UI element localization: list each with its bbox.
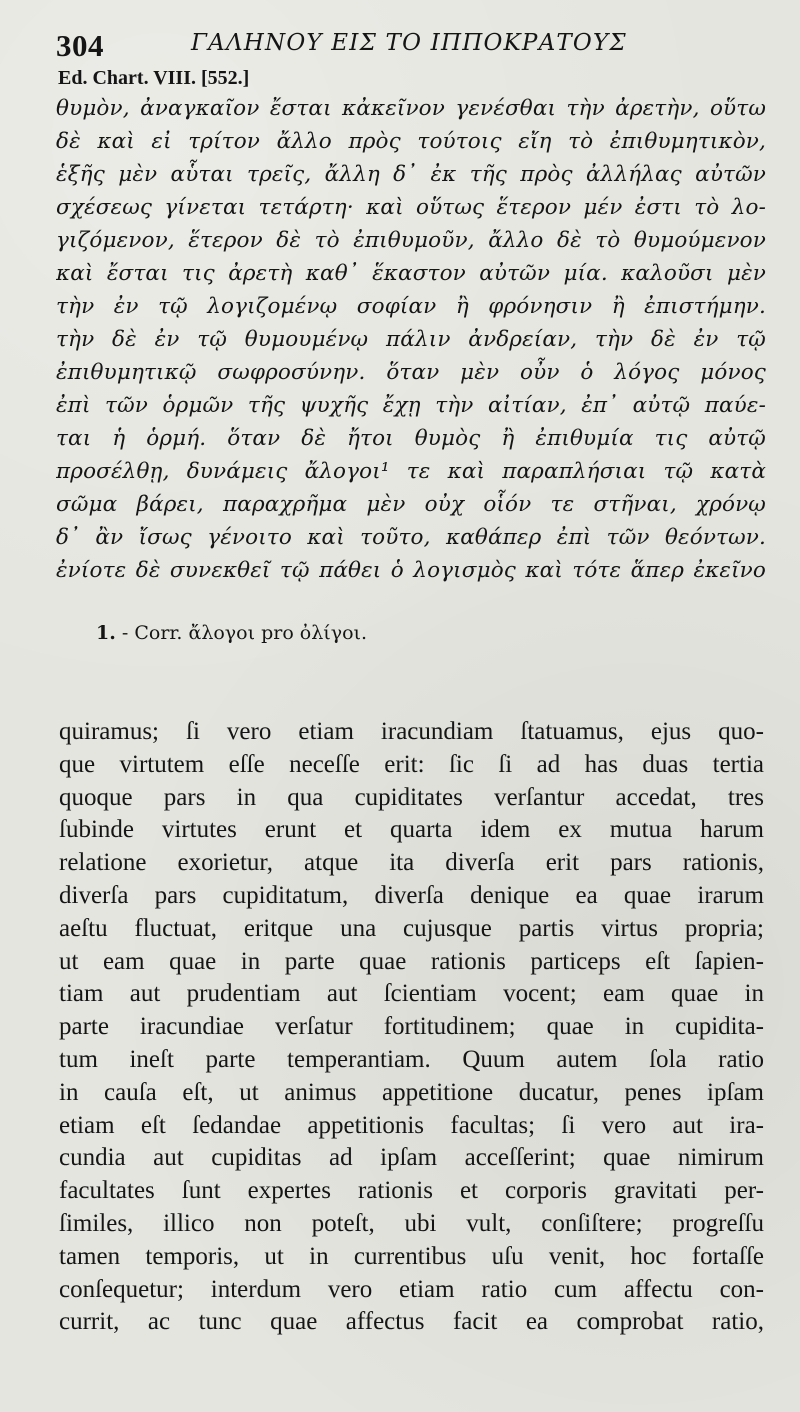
page-number: 304 — [56, 28, 104, 63]
latin-line: tamen temporis, ut in currentibus uſu venit, hoc fortaſſe — [59, 1242, 764, 1270]
latin-line: currit, ac tunc quae affectus facit ea comprobat ratio, — [59, 1308, 764, 1336]
footnote-label: 1. — [96, 622, 116, 644]
greek-line: σχέσεως γίνεται τετάρτη· καὶ οὕτως ἕτερον μέν ἐστι τὸ λο- — [56, 195, 766, 220]
greek-line: γιζόμενον, ἕτερον δὲ τὸ ἐπιθυμοῦν, ἄλλο δὲ τὸ θυμούμενον — [56, 228, 766, 253]
latin-line: tum ineſt parte temperantiam. Quum autem ſola ratio — [59, 1045, 764, 1073]
latin-text-block — [59, 716, 764, 1339]
greek-line: θυμὸν, ἀναγκαῖον ἔσται κἀκεῖνον γενέσθαι τὴν ἀρετὴν, οὕτω — [56, 96, 766, 121]
latin-line: conſequetur; interdum vero etiam ratio cum affectu con- — [59, 1275, 764, 1303]
greek-line: δὲ καὶ εἰ τρίτον ἄλλο πρὸς τούτοις εἴη τὸ ἐπιθυμητικὸν, — [56, 129, 766, 154]
latin-line: in cauſa eſt, ut animus appetitione ducatur, penes ipſam — [59, 1078, 764, 1106]
page-header — [56, 28, 766, 68]
greek-line: τὴν ἐν τῷ λογιζομένῳ σοφίαν ἢ φρόνησιν ἢ ἐπιστήμην. — [56, 294, 766, 319]
greek-line: ἐνίοτε δὲ συνεκθεῖ τῷ πάθει ὁ λογισμὸς καὶ τότε ἅπερ ἐκεῖνο — [56, 558, 766, 583]
edition-note: Ed. Chart. VIII. [552.] — [58, 67, 250, 89]
latin-line: cundia aut cupiditas ad ipſam acceſſerint; quae nimirum — [59, 1144, 764, 1172]
greek-line: σῶμα βάρει, παραχρῆμα μὲν οὐχ οἷόν τε στῆναι, χρόνῳ — [56, 492, 766, 517]
latin-line: diverſa pars cupiditatum, diverſa denique ea quae irarum — [59, 881, 764, 909]
greek-line: δ᾽ ἂν ἴσως γένοιτο καὶ τοῦτο, καθάπερ ἐπὶ τῶν θεόντων. — [56, 525, 766, 550]
footnote-text: - Corr. ἄλογοι pro ὀλίγοι. — [121, 622, 368, 644]
greek-line: προσέλθῃ, δυνάμεις ἄλογοι¹ τε καὶ παραπλήσιαι τῷ κατὰ — [56, 459, 766, 484]
latin-line: tiam aut prudentiam aut ſcientiam vocent; eam quae in — [59, 980, 764, 1008]
greek-text-block — [56, 92, 766, 587]
latin-line: ut eam quae in parte quae rationis particeps eſt ſapien- — [59, 947, 764, 975]
greek-line: ἐπιθυμητικῷ σωφροσύνην. ὅταν μὲν οὖν ὁ λόγος μόνος — [56, 360, 766, 385]
latin-line: ſimiles, illico non poteſt, ubi vult, conſiſtere; progreſſu — [59, 1209, 764, 1237]
footnote — [96, 622, 367, 644]
greek-line: τὴν δὲ ἐν τῷ θυμουμένῳ πάλιν ἀνδρείαν, τὴν δὲ ἐν τῷ — [56, 327, 766, 352]
latin-line: facultates ſunt expertes rationis et corporis gravitati per- — [59, 1177, 764, 1205]
greek-line: ἑξῆς μὲν αὗται τρεῖς, ἄλλη δ᾽ ἐκ τῆς πρὸς ἀλλήλας αὐτῶν — [56, 162, 766, 187]
latin-line: parte iracundiae verſatur fortitudinem; quae in cupidita- — [59, 1013, 764, 1041]
latin-line: relatione exorietur, atque ita diverſa erit pars rationis, — [59, 849, 764, 877]
latin-line: aeſtu fluctuat, eritque una cujusque partis virtus propria; — [59, 914, 764, 942]
latin-line: ſubinde virtutes erunt et quarta idem ex mutua harum — [59, 816, 764, 844]
running-title: ΓΑΛΗΝΟΥ ΕΙΣ ΤΟ ΙΠΠΟΚΡΑΤΟΥΣ — [191, 30, 627, 56]
greek-line: ἐπὶ τῶν ὁρμῶν τῆς ψυχῆς ἔχῃ τὴν αἰτίαν, ἐπ᾽ αὐτῷ παύε- — [56, 393, 766, 418]
latin-line: que virtutem eſſe neceſſe erit: ſic ſi ad has duas tertia — [59, 750, 764, 778]
latin-line: etiam eſt ſedandae appetitionis facultas; ſi vero aut ira- — [59, 1111, 764, 1139]
latin-line: quiramus; ſi vero etiam iracundiam ſtatuamus, ejus quo- — [59, 718, 764, 745]
greek-line: καὶ ἔσται τις ἀρετὴ καθ᾽ ἕκαστον αὐτῶν μία. καλοῦσι μὲν — [56, 261, 766, 286]
greek-line: ται ἡ ὁρμή. ὅταν δὲ ἤτοι θυμὸς ἢ ἐπιθυμία τις αὐτῷ — [56, 426, 766, 451]
latin-line: quoque pars in qua cupiditates verſantur accedat, tres — [59, 783, 764, 811]
